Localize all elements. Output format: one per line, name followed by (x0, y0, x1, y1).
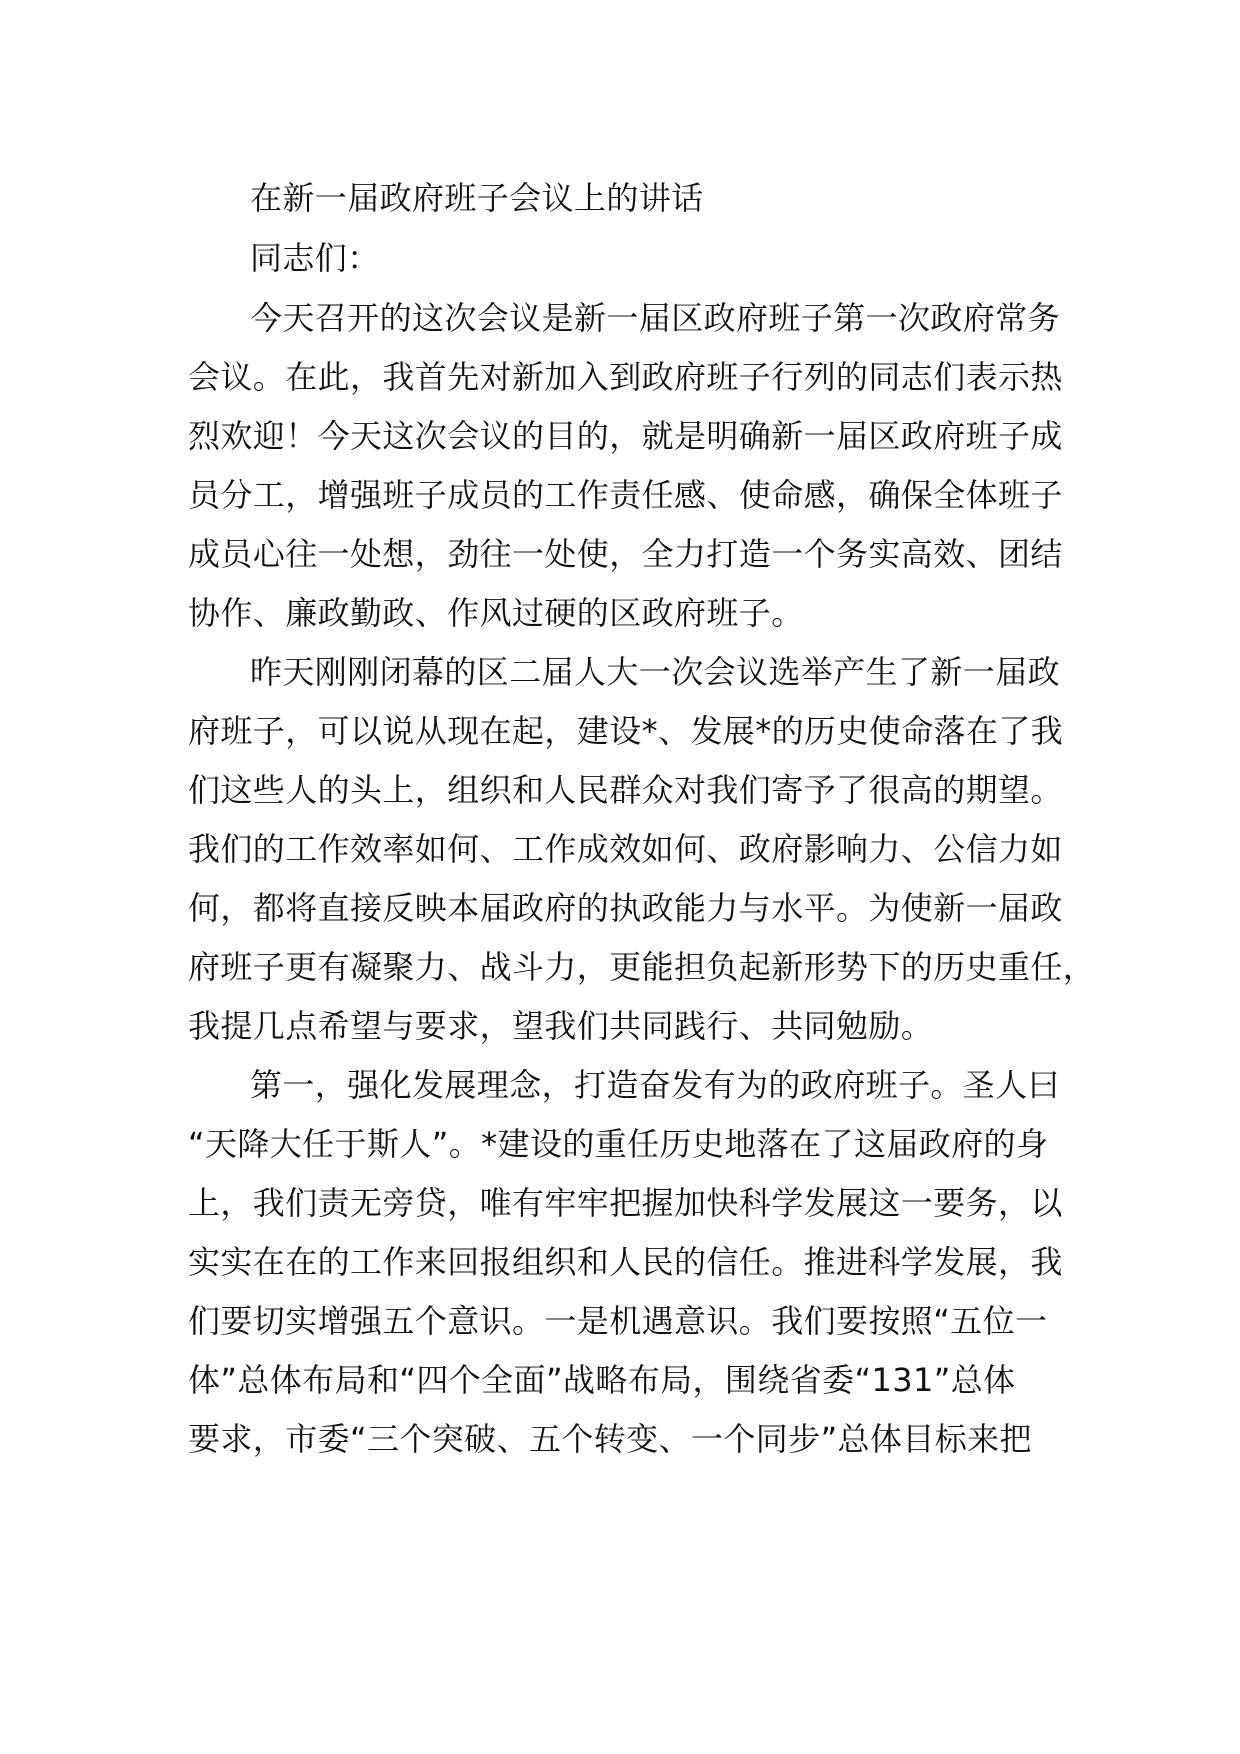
paragraph-line: 府班子，可以说从现在起，建设*、发展*的历史使命落在了我 (188, 712, 1064, 750)
paragraph-line: 实实在在的工作来回报组织和人民的信任。推进科学发展，我 (188, 1243, 1063, 1281)
paragraph-line: “天降大任于斯人”。*建设的重任历史地落在了这届政府的身 (188, 1125, 1049, 1163)
paragraph-line: 第一，强化发展理念，打造奋发有为的政府班子。圣人曰 (250, 1066, 1061, 1104)
paragraph-line: 协作、廉政勤政、作风过硬的区政府班子。 (188, 594, 804, 632)
paragraph-line: 今天召开的这次会议是新一届区政府班子第一次政府常务 (250, 299, 1061, 337)
salutation: 同志们： (250, 239, 380, 277)
paragraph-line: 们这些人的头上，组织和人民群众对我们寄予了很高的期望。 (188, 771, 1063, 809)
paragraph-line: 员分工，增强班子成员的工作责任感、使命感，确保全体班子 (188, 476, 1063, 514)
paragraph-line: 成员心往一处想，劲往一处使，全力打造一个务实高效、团结 (188, 535, 1063, 573)
document-title: 在新一届政府班子会议上的讲话 (250, 179, 704, 217)
paragraph-line: 我们的工作效率如何、工作成效如何、政府影响力、公信力如 (188, 830, 1063, 868)
paragraph-line: 我提几点希望与要求，望我们共同践行、共同勉励。 (188, 1007, 934, 1045)
paragraph-line: 府班子更有凝聚力、战斗力，更能担负起新形势下的历史重任， (188, 948, 1096, 986)
paragraph-line: 何，都将直接反映本届政府的执政能力与水平。为使新一届政 (188, 889, 1063, 927)
paragraph-line: 要求，市委“三个突破、五个转变、一个同步”总体目标来把 (188, 1420, 1032, 1458)
paragraph-line: 们要切实增强五个意识。一是机遇意识。我们要按照“五位一 (188, 1302, 1048, 1340)
paragraph-line: 上，我们责无旁贷，唯有牢牢把握加快科学发展这一要务，以 (188, 1184, 1063, 1222)
paragraph-line: 昨天刚刚闭幕的区二届人大一次会议选举产生了新一届政 (250, 653, 1061, 691)
paragraph-line: 会议。在此，我首先对新加入到政府班子行列的同志们表示热 (188, 358, 1063, 396)
paragraph-line: 烈欢迎！今天这次会议的目的，就是明确新一届区政府班子成 (188, 417, 1063, 455)
paragraph-line: 体”总体布局和“四个全面”战略布局，围绕省委“131”总体 (188, 1361, 1016, 1399)
